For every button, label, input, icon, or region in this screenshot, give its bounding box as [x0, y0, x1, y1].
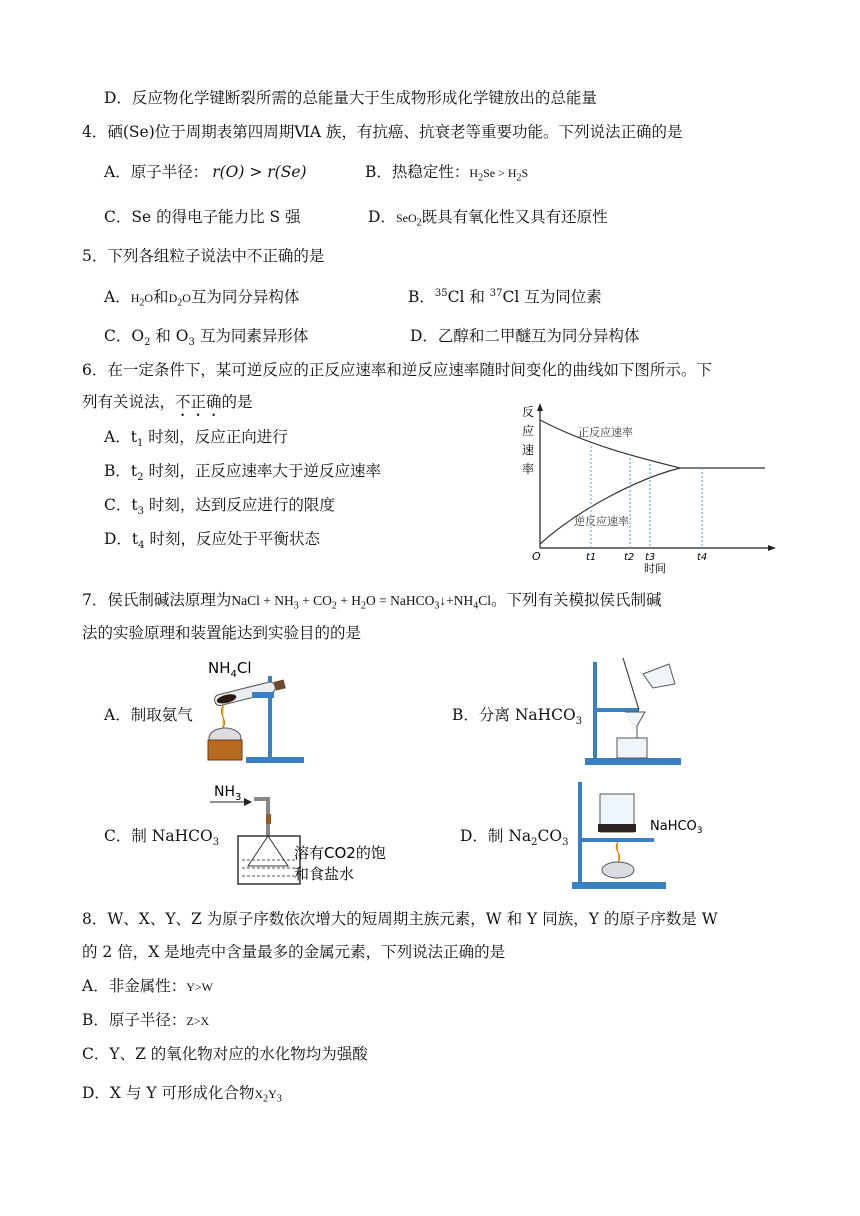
apparatus-b-filtration: [583, 656, 683, 768]
tick-t1: t1: [586, 552, 597, 563]
q5-option-a: A．$H_2O$和$D_2O$互为同分异构体: [104, 288, 300, 309]
q3-option-d: D．反应物化学键断裂所需的总能量大于生成物形成化学键放出的总能量: [104, 89, 597, 107]
tick-t4: t4: [697, 552, 708, 563]
x-axis-label: 时间: [644, 562, 666, 574]
nahco3-label: NaHCO$_3$: [650, 819, 703, 836]
q4-option-b: B．热稳定性：$H_2Se > H_2S$: [365, 163, 529, 184]
reverse-rate-curve: [540, 468, 680, 544]
q4-option-d: D．SeO$_2$既具有氧化性又具有还原性: [368, 208, 608, 229]
q4-stem: 4．硒(Se)位于周期表第四周期ⅥA 族，有抗癌、抗衰老等重要功能。下列说法正确的是: [82, 123, 683, 141]
reverse-rate-label: 逆反应速率: [574, 515, 629, 528]
q5-stem: 5．下列各组粒子说法中不正确的是: [82, 247, 325, 265]
y-label-char: 率: [522, 462, 535, 476]
q7-option-b: B．分离 NaHCO$_3$: [452, 706, 583, 728]
forward-rate-label: 正反应速率: [578, 426, 633, 439]
q5-option-d: D．乙醇和二甲醚互为同分异构体: [410, 327, 640, 345]
q4-option-c: C．Se 的得电子能力比 S 强: [104, 208, 301, 226]
solution-label-line2: 和食盐水: [294, 865, 355, 883]
q6-option-c: C．$t_3$ 时刻，达到反应进行的限度: [104, 496, 335, 518]
y-label-char: 应: [522, 424, 535, 438]
solution-label-line1: 溶有CO2的饱: [294, 844, 386, 862]
q7-stem-line1: 7．侯氏制碱法原理为NaCl + $NH_3 + CO_2 + H_2O$ = $NaHCO_3↓+NH_4Cl$。下列有关模拟侯氏制碱: [82, 591, 662, 612]
apparatus-c-absorption: [210, 780, 430, 890]
q8-option-a: A．非金属性：Y>W: [82, 977, 213, 995]
q6-option-d: D．$t_4$ 时刻，反应处于平衡状态: [104, 530, 320, 552]
tick-t3: t3: [645, 552, 656, 563]
q5-option-b: B．$^{35}$Cl 和 $^{37}$Cl 互为同位素: [408, 287, 602, 306]
apparatus-a-heating-nh4cl: [196, 656, 308, 768]
q4-option-a: A．原子半径： r(O) > r(Se): [104, 163, 307, 181]
q7-stem-line2: 法的实验原理和装置能达到实验目的的是: [82, 624, 362, 642]
rate-time-graph: [510, 398, 780, 574]
q5-option-c: C．$O_2$ 和 $O_3$ 互为同素异形体: [104, 327, 309, 349]
q6-option-a: A．$t_1$ 时刻，反应正向进行: [104, 428, 288, 450]
q7-option-c: C．制 NaHCO$_3$: [104, 827, 220, 849]
q8-stem-line1: 8．W、X、Y、Z 为原子序数依次增大的短周期主族元素，W 和 Y 同族，Y 的原子序数是 W: [82, 910, 718, 928]
q7-option-d: D．制 $Na_2CO_3$: [460, 827, 569, 849]
q8-stem-line2: 的 2 倍，X 是地壳中含量最多的金属元素，下列说法正确的是: [82, 943, 506, 961]
q6-option-b: B．$t_2$ 时刻，正反应速率大于逆反应速率: [104, 462, 381, 484]
q8-option-b: B．原子半径：Z>X: [82, 1011, 210, 1029]
y-label-char: 反: [522, 405, 535, 419]
q8-option-d: D．X 与 Y 可形成化合物$X_2Y_3$: [82, 1084, 282, 1105]
y-label-char: 速: [522, 443, 535, 457]
origin-label: O: [532, 550, 541, 563]
tick-t2: t2: [624, 552, 635, 563]
forward-rate-curve: [540, 420, 765, 468]
q7-option-a: A．制取氨气: [104, 706, 193, 724]
nh3-label: $NH_3$: [214, 784, 242, 803]
q6-stem-line1: 6．在一定条件下，某可逆反应的正反应速率和逆反应速率随时间变化的曲线如下图所示。下: [82, 361, 712, 379]
apparatus-d-heating-nahco3: [572, 780, 712, 892]
nh4cl-label: $NH_4Cl$: [208, 659, 252, 680]
q6-stem-line2: 列有关说法，不正确的是: [82, 393, 253, 411]
q8-option-c: C．Y、Z 的氧化物对应的水化物均为强酸: [82, 1045, 368, 1063]
